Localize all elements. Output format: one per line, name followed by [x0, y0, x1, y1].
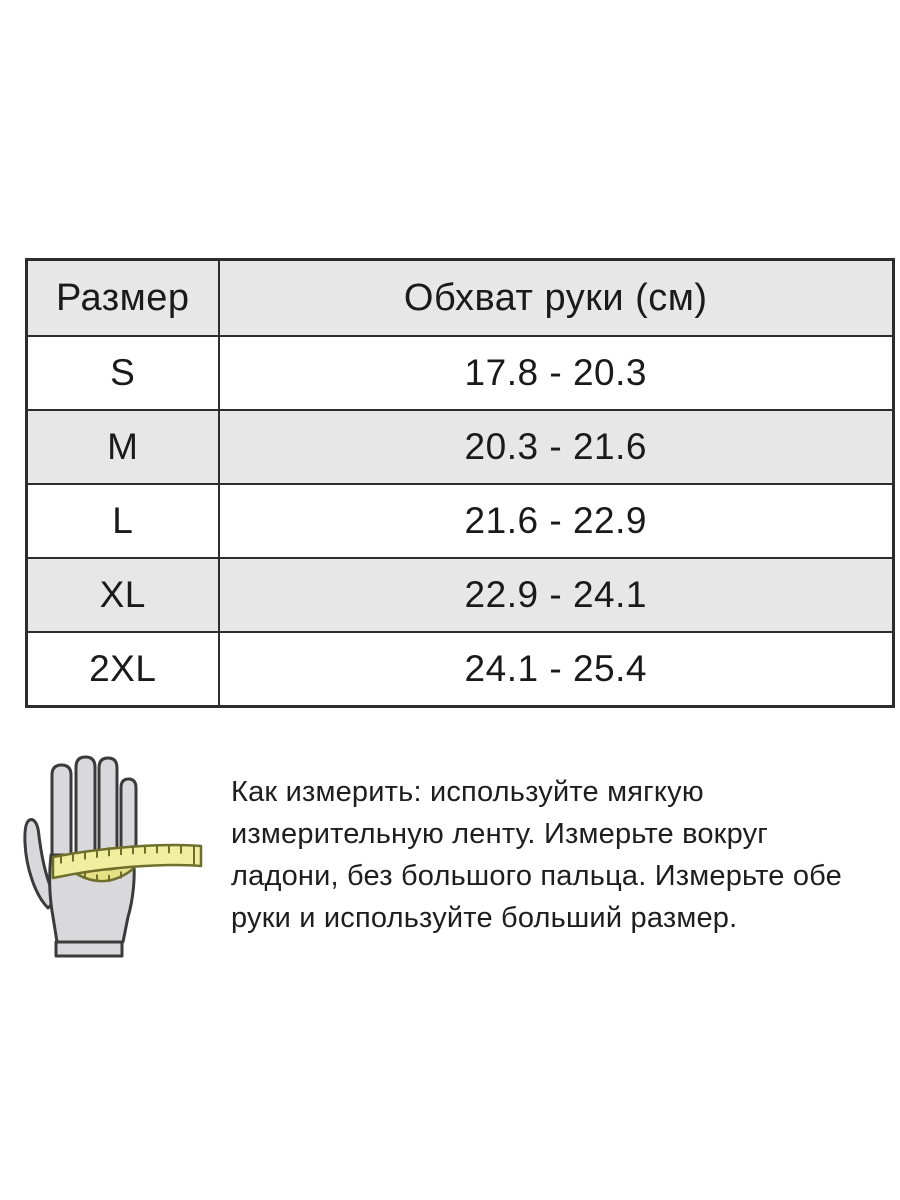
size-cell: 2XL	[27, 632, 219, 707]
table-row	[27, 484, 894, 558]
range-cell: 17.8 - 20.3	[219, 336, 894, 410]
table-header-row	[27, 260, 894, 337]
size-table	[25, 258, 895, 708]
instruction-line: ладони, без большого пальца. Измерьте обе	[231, 860, 842, 892]
table-row	[27, 632, 894, 707]
circumference-column-header: Обхват руки (см)	[219, 260, 894, 337]
measure-instructions	[231, 771, 895, 939]
size-cell: L	[27, 484, 219, 558]
instruction-line: руки и используйте больший размер.	[231, 902, 738, 934]
table-row	[27, 336, 894, 410]
range-cell: 20.3 - 21.6	[219, 410, 894, 484]
size-cell: XL	[27, 558, 219, 632]
instruction-line: Как измерить: используйте мягкую	[231, 776, 704, 808]
range-cell: 24.1 - 25.4	[219, 632, 894, 707]
range-cell: 21.6 - 22.9	[219, 484, 894, 558]
instruction-line: измерительную ленту. Измерьте вокруг	[231, 818, 769, 850]
table-row	[27, 410, 894, 484]
table-row	[27, 558, 894, 632]
hand-measuring-tape-illustration	[15, 745, 225, 975]
range-cell: 22.9 - 24.1	[219, 558, 894, 632]
size-cell: M	[27, 410, 219, 484]
size-column-header: Размер	[27, 260, 219, 337]
size-cell: S	[27, 336, 219, 410]
